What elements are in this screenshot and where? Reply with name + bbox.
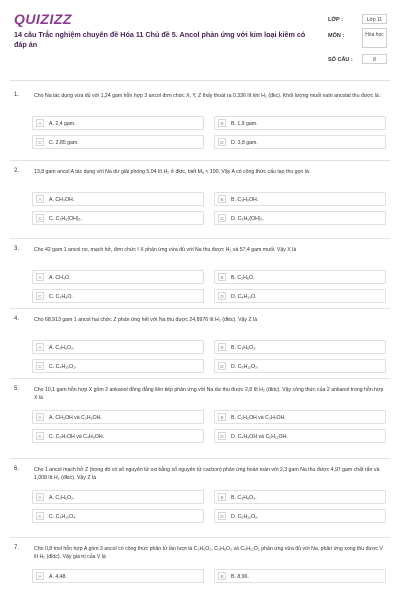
option-text: B. C₂H₅OH và C₃H₇OH. <box>231 414 286 421</box>
option-text: A. 2,4 gam. <box>49 120 76 127</box>
answer-option-a[interactable] <box>32 192 204 206</box>
option-letter: A <box>36 195 44 203</box>
option-letter: D <box>218 362 226 370</box>
question-number: 7. <box>14 545 20 551</box>
count-label: SỐ CÂU : <box>328 57 353 63</box>
option-text: A. C₂H₆O₂. <box>49 344 75 351</box>
option-letter: A <box>36 343 44 351</box>
option-text: B. 8,96. <box>231 573 249 580</box>
question-number: 6. <box>14 466 20 472</box>
answer-option-b[interactable] <box>214 270 386 284</box>
question-divider <box>10 378 390 379</box>
option-text: A. C₂H₆O₂. <box>49 494 75 501</box>
answer-option-a[interactable] <box>32 410 204 424</box>
option-text: C. C₃H₇OH và C₄H₉OH. <box>49 433 105 440</box>
answer-option-c[interactable] <box>32 289 204 303</box>
answer-option-a[interactable] <box>32 116 204 130</box>
answer-option-b[interactable] <box>214 569 386 583</box>
answer-option-a[interactable] <box>32 270 204 284</box>
option-letter: D <box>218 432 226 440</box>
answer-option-d[interactable] <box>214 211 386 225</box>
option-letter: A <box>36 413 44 421</box>
answer-option-b[interactable] <box>214 192 386 206</box>
answer-option-b[interactable] <box>214 116 386 130</box>
answer-option-c[interactable] <box>32 429 204 443</box>
option-text: C. C₄H₁₀O₂. <box>49 363 77 370</box>
option-letter: B <box>218 343 226 351</box>
option-letter: B <box>218 273 226 281</box>
question-number: 2. <box>14 168 20 174</box>
answer-option-d[interactable] <box>214 359 386 373</box>
option-letter: D <box>218 214 226 222</box>
question-text: Cho 42 gam 1 ancol no, mạch hở, đơn chức I X phản ứng vừa đủ với Na thu được H₂ và 57,4 gam muối. Vậy X là <box>34 247 297 253</box>
question-text: Cho 1 ancol mạch hở Z (trong đó có số nguyên tử oxi bằng số nguyên tử cacbon) phản ứng hoàn toàn với 2,3 gam Na thu được 4,97 gam chất rắn và 1,008 lít H₂ (đktc). Vậy Z là <box>34 467 380 481</box>
question-divider <box>10 308 390 309</box>
option-text: A. CH₃OH và C₂H₅OH. <box>49 414 102 421</box>
class-value: Lớp 11 <box>362 14 387 24</box>
answer-option-d[interactable] <box>214 429 386 443</box>
option-text: D. C₅H₁₂O₅. <box>231 513 259 520</box>
question-divider <box>10 537 390 538</box>
page-title: 14 câu Trắc nghiệm chuyên đề Hóa 11 Chủ đề 5. Ancol phản ứng với kim loại kiềm có đáp án <box>14 30 306 49</box>
option-text: A. CH₃OH. <box>49 196 75 203</box>
answer-option-b[interactable] <box>214 340 386 354</box>
option-text: C. 2,85 gam. <box>49 139 79 146</box>
option-text: A. CH₄O. <box>49 274 71 281</box>
question-number: 5. <box>14 386 20 392</box>
option-text: B. C₂H₆O. <box>231 274 255 281</box>
option-letter: C <box>36 432 44 440</box>
option-letter: B <box>218 572 226 580</box>
option-letter: B <box>218 493 226 501</box>
subject-label: MÔN : <box>328 33 345 39</box>
quiz-logo: QUIZIZZ <box>14 11 72 27</box>
question-divider <box>10 458 390 459</box>
option-text: C. C₃H₈O. <box>49 293 73 300</box>
option-letter: A <box>36 273 44 281</box>
option-letter: C <box>36 512 44 520</box>
question-number: 4. <box>14 316 20 322</box>
option-text: B. C₃H₈O₃. <box>231 494 257 501</box>
option-text: D. C₅H₁₂O₂. <box>231 363 259 370</box>
option-text: A. 4,48. <box>49 573 67 580</box>
option-letter: D <box>218 138 226 146</box>
answer-option-c[interactable] <box>32 359 204 373</box>
option-letter: C <box>36 214 44 222</box>
question-text: 13,8 gam ancol A tác dụng với Na dư giải phóng 5,04 lít H₂ ở đktc, biết Mₐ < 100. Vậy A có công thức cấu tạo thu gọn là: <box>34 169 311 175</box>
option-letter: B <box>218 195 226 203</box>
option-text: B. C₃H₈O₂. <box>231 344 257 351</box>
answer-option-d[interactable] <box>214 509 386 523</box>
answer-option-a[interactable] <box>32 340 204 354</box>
question-text: Cho 10,1 gam hỗn hợp X gồm 2 ankanol đồng đẳng liên tiếp phản ứng với Na dư thu được 2,8 lít H₂ (đktc). Vậy công thức của 2 ankanol trong hỗn hợp X là <box>34 387 384 401</box>
count-value: 8 <box>362 54 387 64</box>
answer-option-a[interactable] <box>32 490 204 504</box>
question-number: 3. <box>14 246 20 252</box>
question-divider <box>10 238 390 239</box>
question-text: Cho 0,8 mol hỗn hợp A gồm 3 ancol có công thức phân tử lần lượt là C₂H₆O₂, C₃H₈O₂ và C₅H₁₂O₂ phản ứng vừa đủ với Na, phản ứng xong thu được V lít H₂ (đktc). Vậy giá trị của V là <box>34 546 383 560</box>
option-text: B. C₂H₅OH. <box>231 196 259 203</box>
class-label: LỚP : <box>328 17 343 23</box>
subject-value: Hóa học <box>362 28 387 48</box>
header-divider <box>10 80 390 81</box>
option-letter: A <box>36 119 44 127</box>
option-letter: B <box>218 413 226 421</box>
question-text: Cho Na tác dụng vừa đủ với 1,24 gam hỗn hợp 3 ancol đơn chức X, Y, Z thấy thoát ra 0,336 lít khí H₂ (đkc). Khối lượng muối natri ancolat thu được là : <box>34 93 382 99</box>
option-text: D. C₄H₉OH và C₅H₁₁OH. <box>231 433 288 440</box>
answer-option-c[interactable] <box>32 509 204 523</box>
answer-option-d[interactable] <box>214 135 386 149</box>
option-letter: A <box>36 572 44 580</box>
question-divider <box>10 160 390 161</box>
option-letter: B <box>218 119 226 127</box>
option-letter: D <box>218 512 226 520</box>
answer-option-c[interactable] <box>32 135 204 149</box>
option-letter: A <box>36 493 44 501</box>
answer-option-c[interactable] <box>32 211 204 225</box>
option-letter: C <box>36 292 44 300</box>
option-text: D. C₄H₁₀O. <box>231 293 257 300</box>
answer-option-a[interactable] <box>32 569 204 583</box>
option-letter: D <box>218 292 226 300</box>
answer-option-b[interactable] <box>214 490 386 504</box>
option-text: B. 1,9 gam. <box>231 120 258 127</box>
answer-option-b[interactable] <box>214 410 386 424</box>
question-number: 1. <box>14 92 20 98</box>
option-letter: C <box>36 138 44 146</box>
answer-option-d[interactable] <box>214 289 386 303</box>
option-text: C. C₃H₆(OH)₂. <box>49 215 83 222</box>
option-letter: C <box>36 362 44 370</box>
option-text: D. C₃H₅(OH)₃. <box>231 215 265 222</box>
question-text: Cho 68,913 gam 1 ancol hai chức Z phản ứng hết với Na thu được 24,8976 lít H₂ (đktc). Vậy Z là <box>34 317 258 323</box>
option-text: C. C₄H₁₀O₄. <box>49 513 77 520</box>
option-text: D. 3,8 gam. <box>231 139 258 146</box>
